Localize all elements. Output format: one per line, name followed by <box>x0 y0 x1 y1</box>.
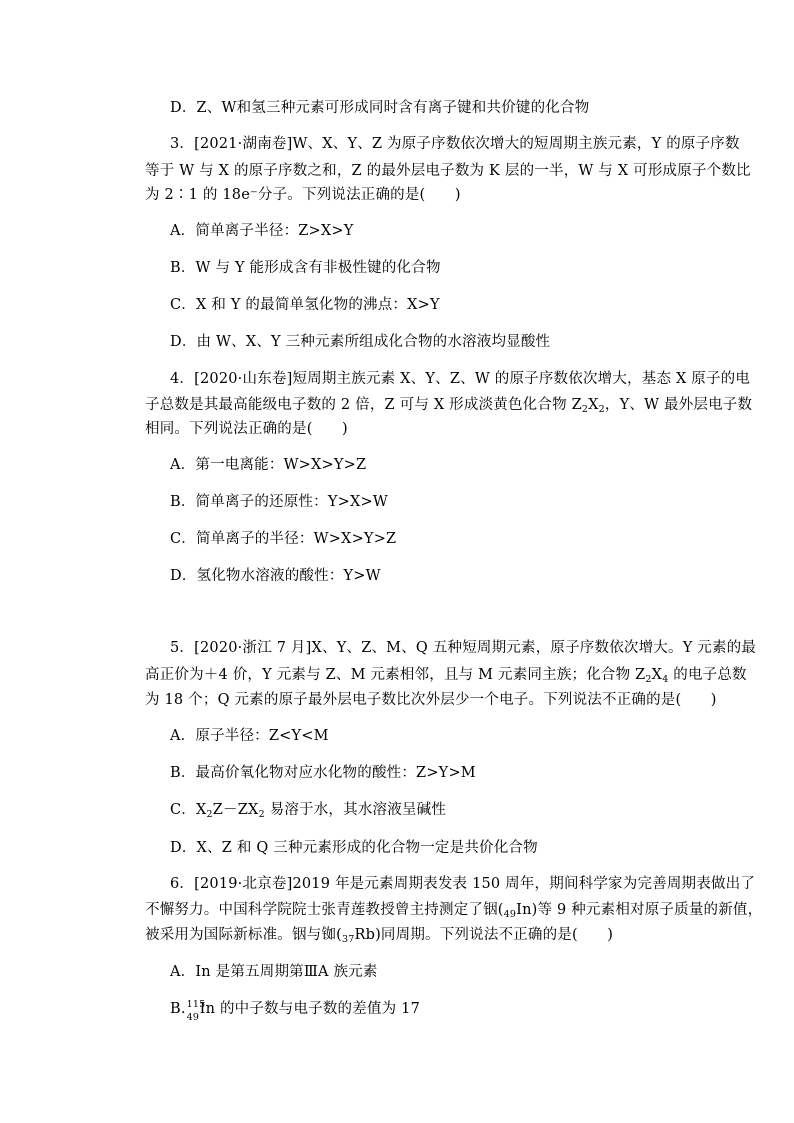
q6-stem-line2 <box>145 900 762 920</box>
q6-stem-line3 <box>145 925 613 945</box>
q4-option-a: A．第一电离能：W>X>Y>Z <box>170 457 367 473</box>
q3-stem-line1: 3．[2021·湖南卷]W、X、Y、Z 为原子序数依次增大的短周期主族元素，Y 的原子序数 <box>170 136 740 152</box>
q3-option-c: C．X 和 Y 的最简单氢化物的沸点：X>Y <box>170 297 440 313</box>
q6-option-a: A．In 是第五周期第ⅢA 族元素 <box>170 964 378 980</box>
subscript: 2 <box>258 809 265 820</box>
q6-option-b-label: B. <box>170 1001 186 1017</box>
subscript: 2 <box>645 674 652 685</box>
q3-option-a: A．简单离子半径：Z>X>Y <box>170 223 354 239</box>
q5-line2-text-end: 的电子总数 <box>668 667 747 683</box>
q5-stem-line2 <box>145 665 747 685</box>
q6-line2-text-end: In)等 9 种元素相对原子质量的新值， <box>516 902 763 918</box>
subscript: 2 <box>581 404 589 415</box>
q5-line2-text: 高正价为＋4 价，Y 元素与 Z、M 元素相邻，且与 M 元素同主族；化合物 Z <box>145 667 646 683</box>
q5-option-c-text: C．X <box>170 802 207 818</box>
q3-option-d: D．由 W、X、Y 三种元素所组成化合物的水溶液均显酸性 <box>170 334 551 350</box>
q6-line3-text-end: Rb)同周期。下列说法不正确的是( ) <box>354 927 614 943</box>
q6-line2-text: 不懈努力。中国科学院院士张青莲教授曾主持测定了铟( <box>145 902 504 918</box>
q5-option-c <box>170 800 446 820</box>
q4-line2-text: 子总数是其最高能级电子数的 2 倍，Z 可与 X 形成淡黄色化合物 Z <box>145 397 582 413</box>
q3-option-b: B．W 与 Y 能形成含有非极性键的化合物 <box>170 260 441 276</box>
subscript: 2 <box>206 809 213 820</box>
q5-option-c-text-end: 易溶于水，其水溶液呈碱性 <box>264 802 447 818</box>
q4-option-d: D．氢化物水溶液的酸性：Y>W <box>170 568 381 584</box>
q6-stem-line1: 6．[2019·北京卷]2019 年是元素周期表发表 150 周年，期间科学家为完善周期表做出了 <box>170 876 756 892</box>
nuclide-notation <box>186 999 206 1023</box>
q3-stem-line3: 为 2∶1 的 18e⁻分子。下列说法正确的是( ) <box>145 187 461 203</box>
q4-stem-line2 <box>145 395 752 415</box>
q4-option-b: B．简单离子的还原性：Y>X>W <box>170 494 388 510</box>
q4-line2-formula: X <box>588 397 599 413</box>
q6-option-b <box>170 999 421 1023</box>
q6-option-b-text: In 的中子数与电子数的差值为 17 <box>199 1001 421 1017</box>
q5-stem-line1: 5．[2020·浙江 7 月]X、Y、Z、M、Q 五种短周期元素，原子序数依次增大。Y 元素的最 <box>170 640 757 656</box>
subscript: 49 <box>503 909 517 920</box>
subscript: 37 <box>341 934 355 945</box>
atomic-number: 49 <box>186 1012 200 1023</box>
q5-option-c-formula: Z－ZX <box>212 802 259 818</box>
q4-option-c: C．简单离子的半径：W>X>Y>Z <box>170 531 397 547</box>
mass-number: 115 <box>186 999 206 1010</box>
q5-stem-line3: 为 18 个；Q 元素的原子最外层电子数比次外层少一个电子。下列说法不正确的是( ) <box>145 692 717 708</box>
q6-line3-text: 被采用为国际新标准。铟与铷( <box>145 927 342 943</box>
q3-stem-line2: 等于 W 与 X 的原子序数之和，Z 的最外层电子数为 K 层的一半，W 与 X 可形成原子个数比 <box>145 163 751 179</box>
q4-stem-line1: 4．[2020·山东卷]短周期主族元素 X、Y、Z、W 的原子序数依次增大，基态 X 原子的电 <box>170 371 751 387</box>
q4-stem-line3: 相同。下列说法正确的是( ) <box>145 421 348 437</box>
q2-option-d: D．Z、W和氢三种元素可形成同时含有离子键和共价键的化合物 <box>170 100 590 116</box>
q5-option-b: B．最高价氧化物对应水化物的酸性：Z>Y>M <box>170 765 476 781</box>
q5-line2-formula: X <box>651 667 663 683</box>
q5-option-a: A．原子半径：Z<Y<M <box>170 728 329 744</box>
q4-line2-text-end: ，Y、W 最外层电子数 <box>604 397 753 413</box>
q5-option-d: D．X、Z 和 Q 三种元素形成的化合物一定是共价化合物 <box>170 840 538 856</box>
subscript: 2 <box>598 404 605 415</box>
subscript: 4 <box>662 674 669 685</box>
